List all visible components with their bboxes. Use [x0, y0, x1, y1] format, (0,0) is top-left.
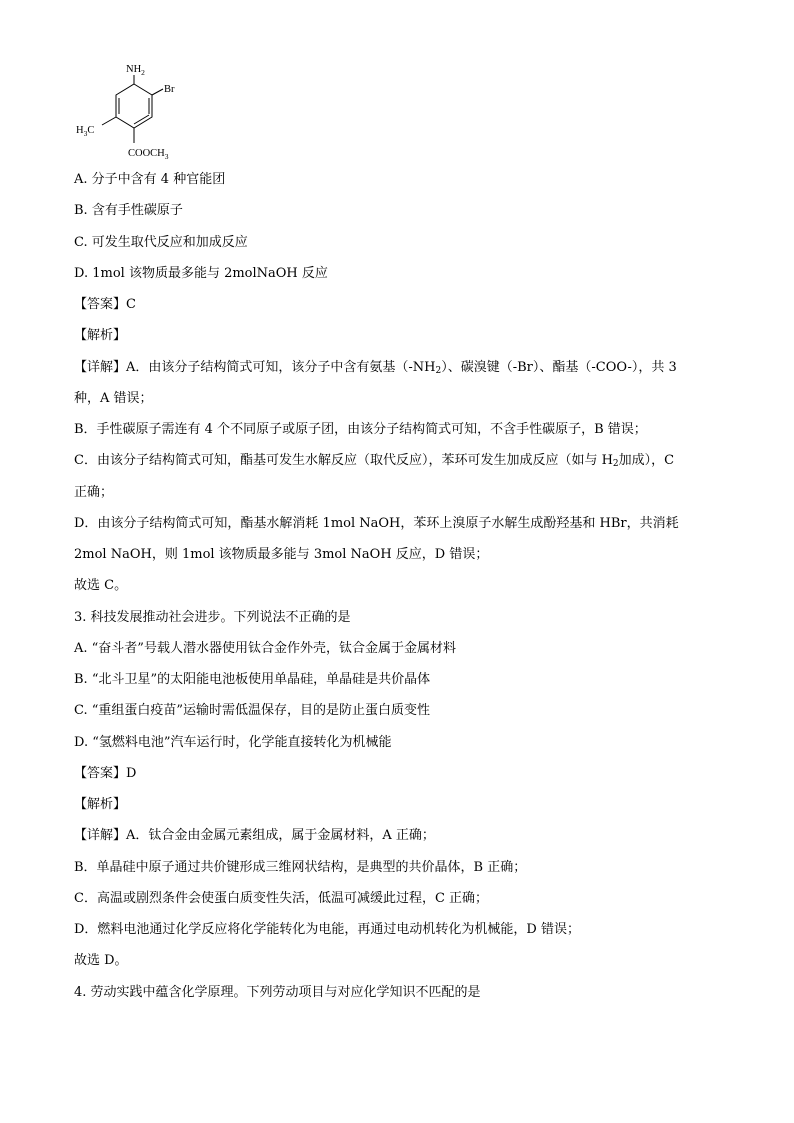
q2-answer: 【答案】C: [74, 297, 136, 312]
q2-option-d: D. 1mol 该物质最多能与 2molNaOH 反应: [74, 266, 328, 281]
q3-option-a: A. “奋斗者”号载人潜水器使用钛合金作外壳，钛合金属于金属材料: [74, 641, 456, 656]
q3-detail-c: C．高温或剧烈条件会使蛋白质变性失活，低温可减缓此过程，C 正确；: [74, 891, 489, 906]
bond-ch3: [102, 117, 116, 125]
q3-option-c: C. “重组蛋白疫苗”运输时需低温保存，目的是防止蛋白质变性: [74, 703, 431, 718]
q2-detail-d-cont: 2mol NaOH，则 1mol 该物质最多能与 3mol NaOH 反应，D 错误；: [74, 547, 489, 562]
q3-option-d: D. “氢燃料电池”汽车运行时，化学能直接转化为机械能: [74, 735, 392, 750]
q3-detail-d: D．燃料电池通过化学反应将化学能转化为电能，再通过电动机转化为机械能，D 错误；: [74, 922, 580, 937]
q3-stem: 3. 科技发展推动社会进步。下列说法不正确的是: [74, 610, 351, 625]
q3-detail-a: 【详解】A．钛合金由金属元素组成，属于金属材料，A 正确；: [74, 828, 435, 843]
q3-conclusion: 故选 D。: [74, 953, 128, 968]
q2-detail-c: C．由该分子结构简式可知，酯基可发生水解反应（取代反应），苯环可发生加成反应（如与 $H_2$加成），C: [74, 453, 675, 469]
label-cooch3: $COOCH_3$: [128, 148, 169, 161]
q3-answer: 【答案】D: [74, 766, 137, 781]
q2-detail-d: D．由该分子结构简式可知，酯基水解消耗 1mol NaOH，苯环上溴原子水解生成酚羟基和 HBr，共消耗: [74, 516, 679, 531]
q4-stem: 4. 劳动实践中蕴含化学原理。下列劳动项目与对应化学知识不匹配的是: [74, 985, 481, 1000]
molecule-structure-diagram: [70, 58, 200, 166]
q2-detail-b: B．手性碳原子需连有 4 个不同原子或原子团，由该分子结构简式可知，不含手性碳原子，B 错误；: [74, 422, 647, 437]
q2-option-b: B. 含有手性碳原子: [74, 203, 183, 218]
q2-detail-c-cont: 正确；: [74, 485, 114, 500]
q2-conclusion: 故选 C。: [74, 578, 128, 593]
bond-br: [152, 89, 163, 95]
q2-option-a: A. 分子中含有 4 种官能团: [74, 172, 226, 187]
q3-option-b: B. “北斗卫星”的太阳能电池板使用单晶硅，单晶硅是共价晶体: [74, 672, 431, 687]
q2-detail-a: 【详解】A．由该分子结构简式可知，该分子中含有氨基$(-NH_2)$、碳溴键（-Br）、酯基（-COO-），共 3: [74, 360, 677, 376]
q2-option-c: C. 可发生取代反应和加成反应: [74, 235, 248, 250]
benzene-ring: [116, 84, 152, 128]
q3-analysis-heading: 【解析】: [74, 797, 127, 812]
label-nh2: $NH_2$: [126, 64, 145, 77]
q2-analysis-heading: 【解析】: [74, 328, 127, 343]
q2-detail-a-cont: 种，A 错误；: [74, 391, 153, 406]
label-br: Br: [164, 84, 175, 95]
label-h3c: $H_3C$: [76, 125, 95, 138]
q3-detail-b: B．单晶硅中原子通过共价键形成三维网状结构，是典型的共价晶体，B 正确；: [74, 860, 527, 875]
